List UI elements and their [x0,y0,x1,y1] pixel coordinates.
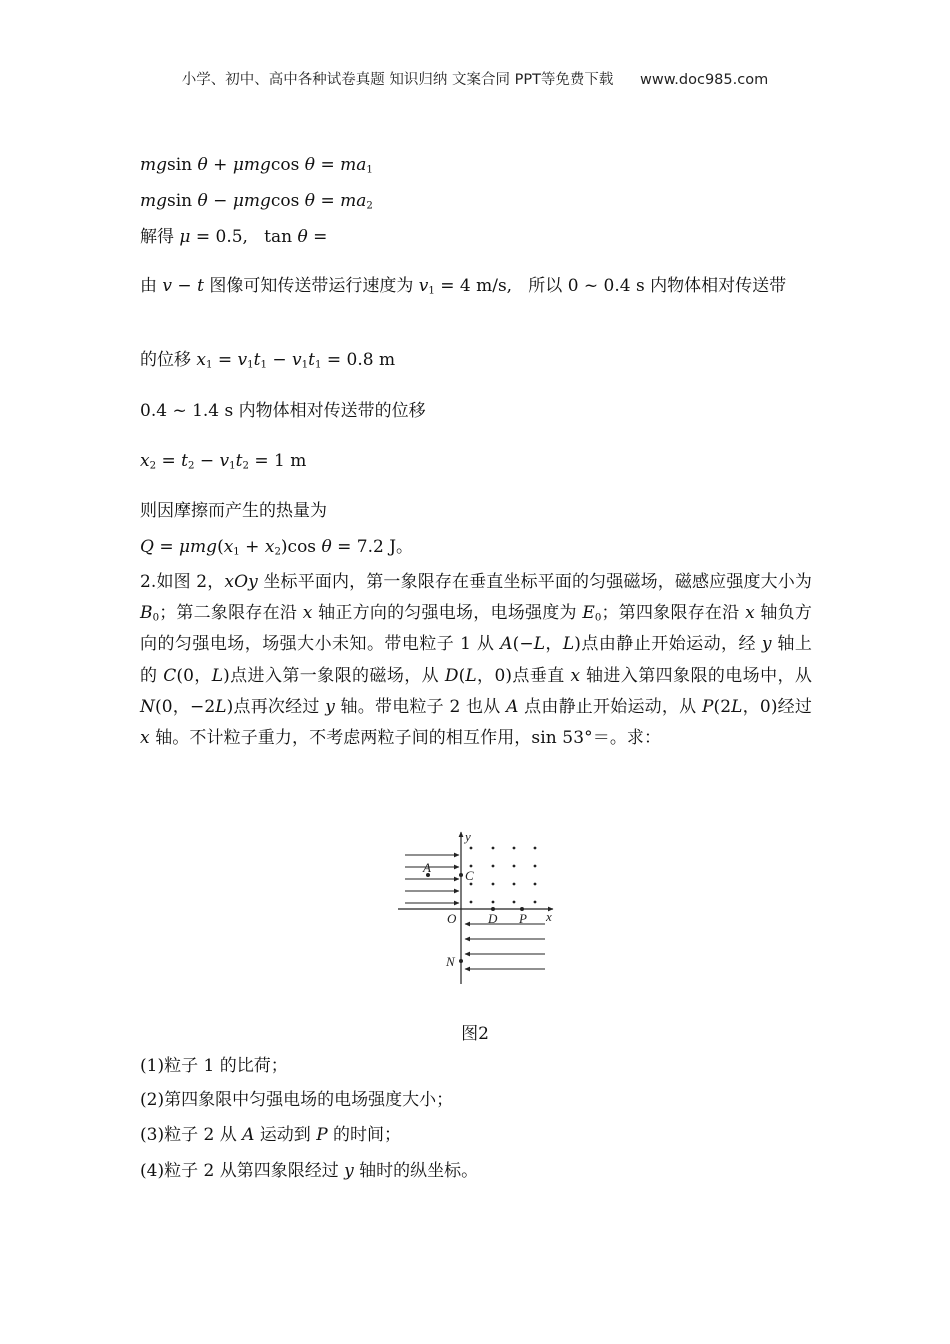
header-site: www.doc985.com [640,72,769,88]
label-P: P [519,911,527,926]
label-A: A [423,860,431,875]
label-C: C [465,868,474,883]
text-line-heat: 则因摩擦而产生的热量为 [140,501,327,521]
label-x: x [546,909,552,924]
text-line-interval: 0.4 ~ 1.4 s 内物体相对传送带的位移 [140,401,426,421]
label-N: N [446,954,455,969]
page-header [0,68,950,89]
text-line-displacement-2: $x_2 = t_2 - v_1t_2 = 1$ m [140,451,307,472]
question-2: (2)第四象限中匀强电场的电场强度大小； [140,1090,454,1110]
question-3: (3)粒子 2 从 A 运动到 P 的时间； [140,1125,402,1145]
label-O: O [447,911,457,926]
text-line-displacement-1: 的位移 $x_1 = v_1t_1 - v_1t_1 = 0.8$ m [140,350,396,371]
coordinate-figure [395,828,560,988]
label-y: y [465,829,471,844]
question-4: (4)粒子 2 从第四象限经过 y 轴时的纵坐标。 [140,1161,479,1181]
point-N [459,959,463,963]
magnetic-field-dots [470,847,537,904]
result-line: 解得 μ = 0.5, tan θ = [140,227,328,247]
label-D: D [488,911,498,926]
problem-statement: 2.如图 2，xOy 坐标平面内，第一象限存在垂直坐标平面的匀强磁场，磁感应强度大小为 $B_0$；第二象限存在沿 x 轴正方向的匀强电场，电场强度为 $E_0$；第四象限存在沿 x 轴负方向的匀强电场，场强大小未知。带电粒子 1 从 A(−L，L)点由静止开始运动，经 y 轴上的 C(0，L)点进入第一象限的磁场，从 D(L，0)点垂直 x 轴进入第四象限的电场中，从 N(0，−2L)点再次经过 y 轴。带电粒子 2 也从 A 点由静止开始运动，从 P(2L，0)经过 x 轴。不计粒子重力，不考虑两粒子间的相互作用，sin 53°＝。求： [140,572,813,749]
equation-line-1: mgsin θ + μmgcos $\theta = ma_1$ [140,155,373,176]
text-line-velocity: 由 v − t 图像可知传送带运行速度为 $v_1 = 4$ m/s, 所以 0 ~ 0.4 s 内物体相对传送带 [140,276,787,297]
heat-equation: $Q = \mu mg(x_1 + x_2)\cos$ θ = 7.2 J。 [140,537,414,558]
figure-caption: 图2 [461,1024,489,1044]
field-lines-quadrant-4 [465,924,545,969]
field-lines-quadrant-2 [405,855,459,903]
question-1: (1)粒子 1 的比荷； [140,1056,288,1076]
header-title: 小学、初中、高中各种试卷真题 知识归纳 文案合同 PPT等免费下载 [181,72,614,88]
point-C [459,873,463,877]
equation-line-2: mgsin θ − μmgcos $\theta = ma_2$ [140,191,373,212]
